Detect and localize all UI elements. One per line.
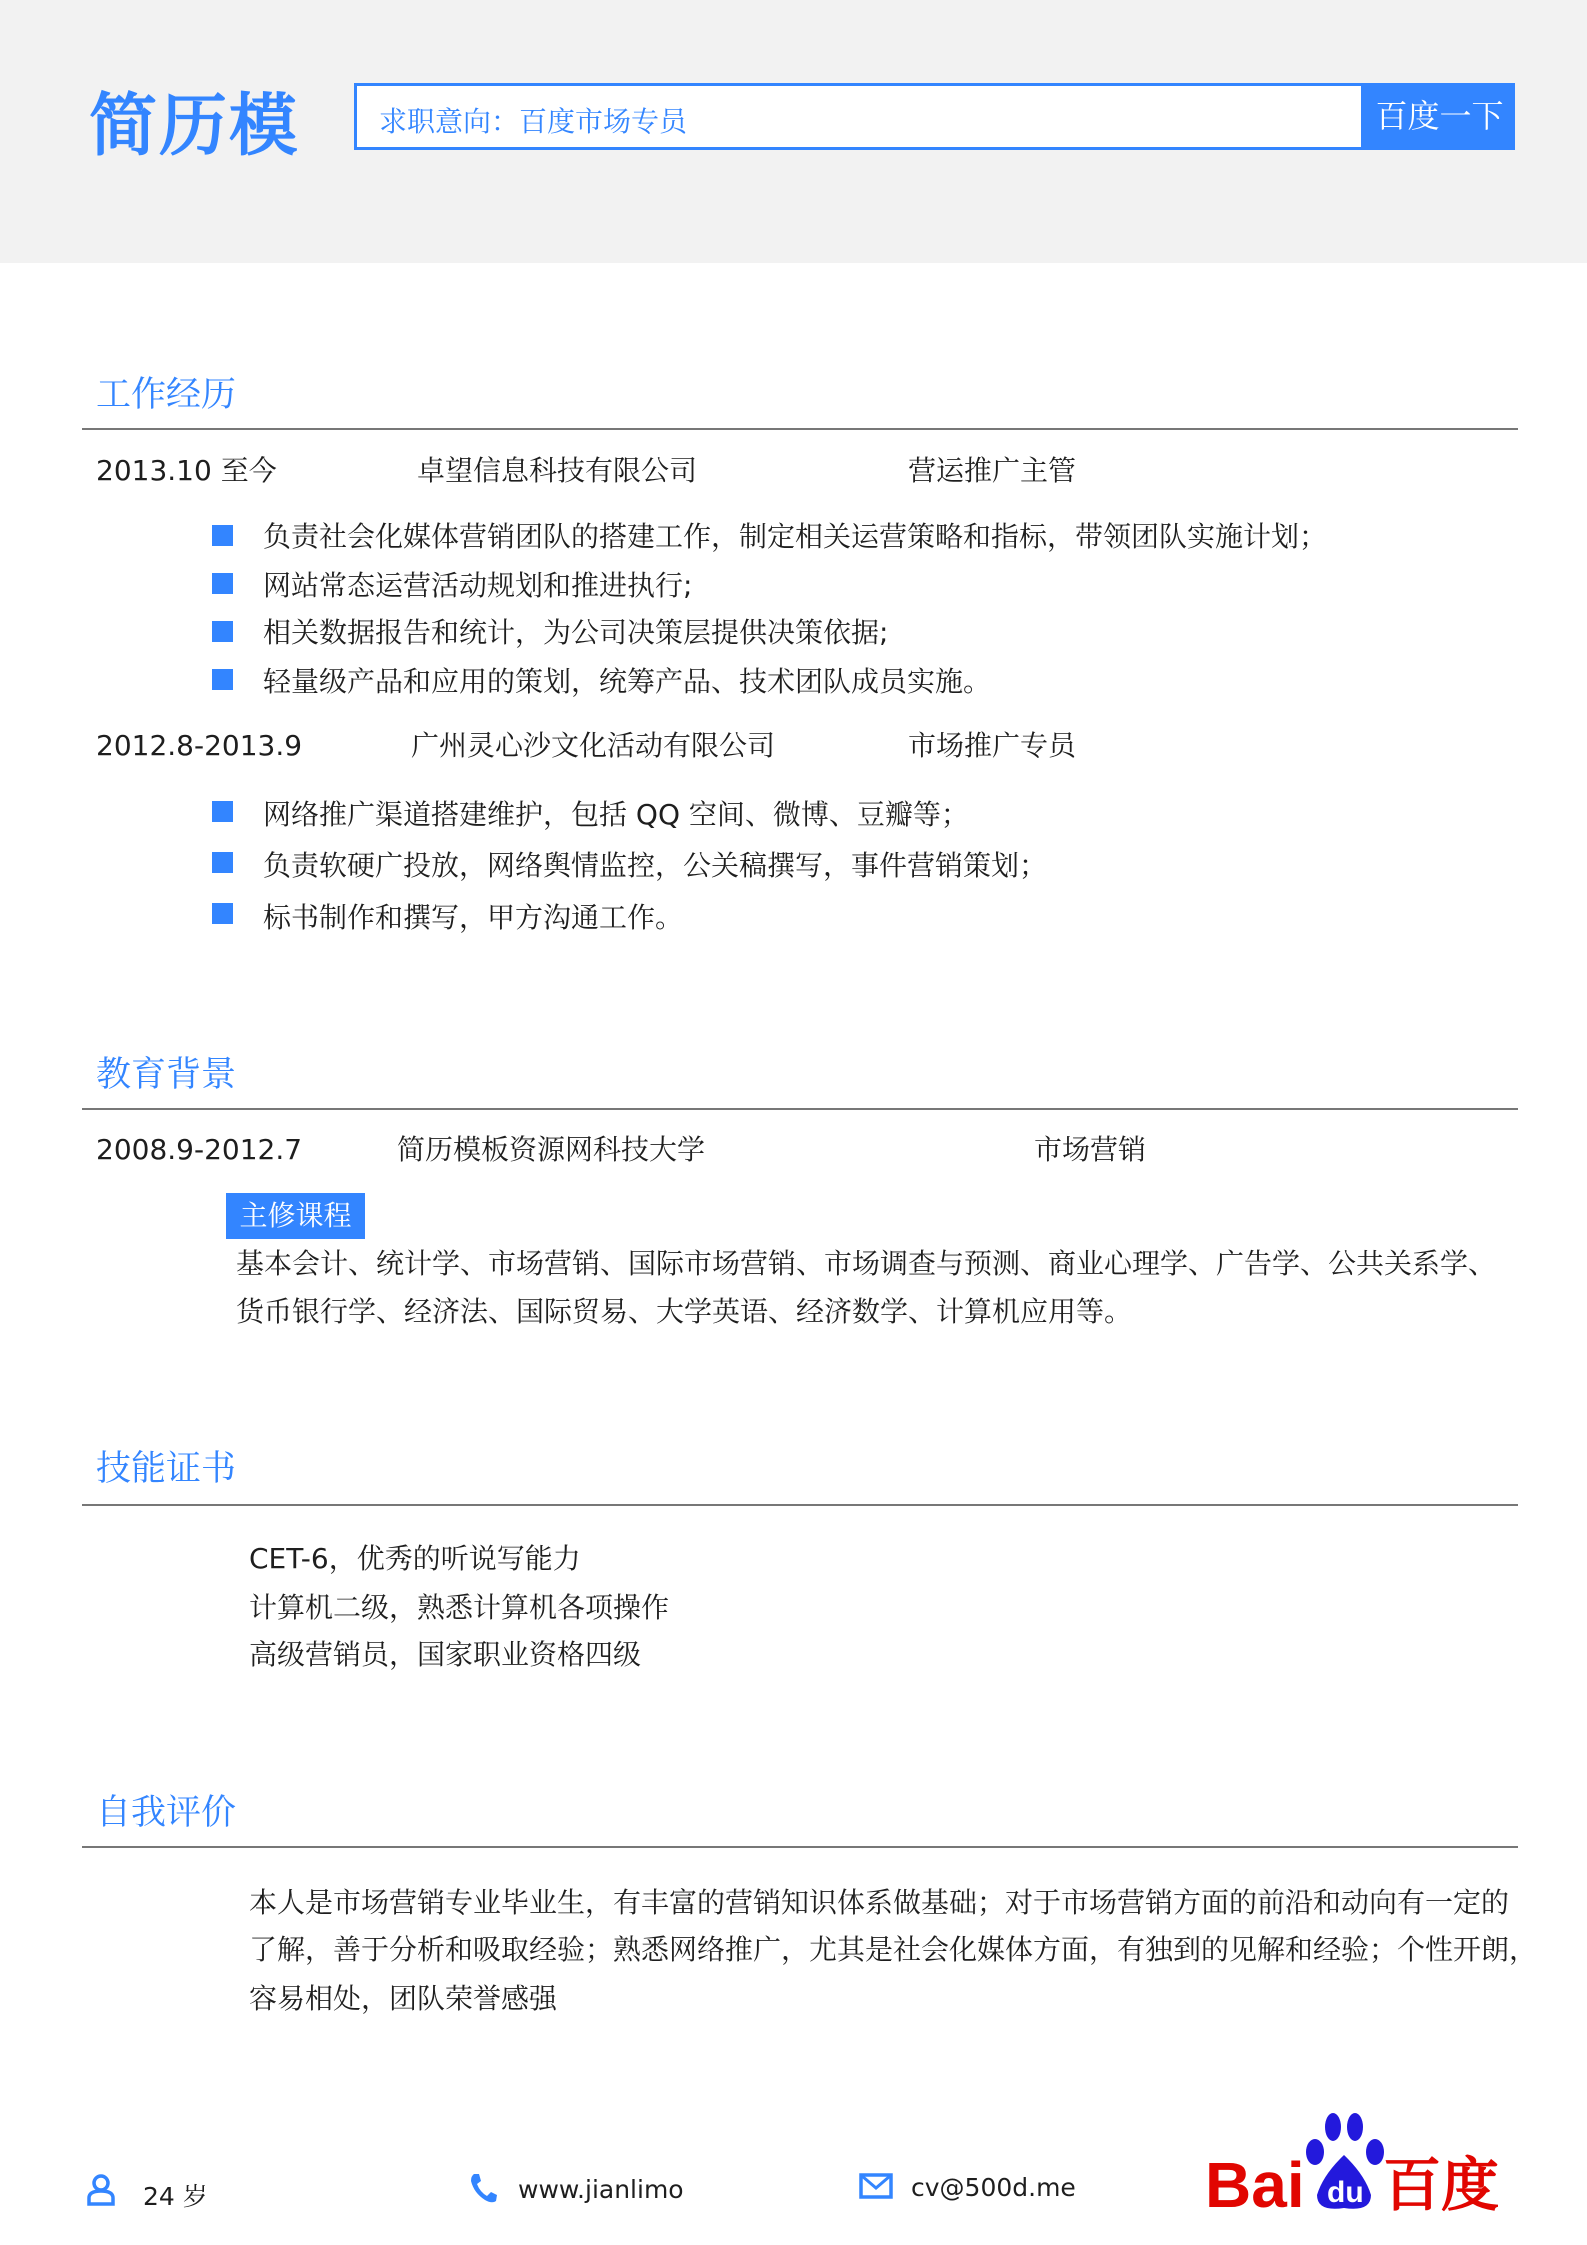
job-period: 2013.10 至今 [96,454,277,487]
job-bullet: 标书制作和撰写，甲方沟通工作。 [263,901,684,934]
divider [82,1504,1518,1506]
job-role: 营运推广主管 [908,454,1077,487]
edu-major: 市场营销 [1034,1133,1147,1166]
search-button[interactable]: 百度一下 [1364,83,1515,150]
courses-line: 货币银行学、经济法、国际贸易、大学英语、经济数学、计算机应用等。 [236,1295,1133,1328]
bullet-icon [212,801,233,822]
job-bullet: 负责软硬广投放，网络舆情监控，公关稿撰写，事件营销策划； [263,849,1048,882]
svg-text:du: du [1327,2176,1364,2209]
job-company: 广州灵心沙文化活动有限公司 [411,729,776,762]
section-title-self: 自我评价 [96,1793,237,1833]
divider [82,428,1518,430]
edu-school: 简历模板资源网科技大学 [397,1133,706,1166]
email-text: cv@500d.me [911,2173,1076,2202]
divider [82,1846,1518,1848]
self-line: 本人是市场营销专业毕业生，有丰富的营销知识体系做基础；对于市场营销方面的前沿和动向有一定的 [249,1886,1510,1919]
bullet-icon [212,573,233,594]
courses-badge: 主修课程 [226,1193,365,1239]
skill-item: CET-6，优秀的听说写能力 [249,1542,581,1575]
job-bullet: 轻量级产品和应用的策划，统筹产品、技术团队成员实施。 [263,665,992,698]
courses-line: 基本会计、统计学、市场营销、国际市场营销、市场调查与预测、商业心理学、广告学、公共关系学、 [236,1247,1497,1280]
resume-title: 简历模 [89,87,300,166]
edu-period: 2008.9-2012.7 [96,1133,303,1166]
bullet-icon [212,525,233,546]
section-title-skills: 技能证书 [96,1449,237,1489]
job-bullet: 网站常态运营活动规划和推进执行; [263,569,693,602]
age-text: 24 岁 [143,2182,208,2211]
job-bullet: 负责社会化媒体营销团队的搭建工作，制定相关运营策略和指标，带领团队实施计划； [263,520,1328,553]
job-period: 2012.8-2013.9 [96,729,303,762]
svg-text:百度: 百度 [1383,2151,1500,2215]
job-bullet: 网络推广渠道搭建维护，包括 QQ 空间、微博、豆瓣等； [263,798,969,831]
mail-icon [859,2173,893,2199]
section-title-education: 教育背景 [96,1055,237,1095]
baidu-logo [1205,2110,1515,2215]
self-line: 了解，善于分析和吸取经验；熟悉网络推广，尤其是社会化媒体方面，有独到的见解和经验；个性开朗， [249,1933,1538,1966]
website-text: www.jianlimo [518,2175,684,2204]
svg-text:Bai: Bai [1205,2149,1305,2215]
divider [82,1108,1518,1110]
bullet-icon [212,903,233,924]
phone-icon [468,2172,498,2204]
user-icon [86,2174,116,2206]
search-text: 求职意向：百度市场专员 [379,105,688,138]
job-role: 市场推广专员 [908,729,1077,762]
self-line: 容易相处，团队荣誉感强 [249,1982,558,2015]
skill-item: 计算机二级，熟悉计算机各项操作 [249,1591,670,1624]
bullet-icon [212,852,233,873]
job-company: 卓望信息科技有限公司 [417,454,698,487]
bullet-icon [212,669,233,690]
job-bullet: 相关数据报告和统计，为公司决策层提供决策依据; [263,616,889,649]
skill-item: 高级营销员，国家职业资格四级 [249,1638,642,1671]
section-title-work: 工作经历 [96,375,237,415]
bullet-icon [212,621,233,642]
search-input[interactable] [354,83,1364,150]
